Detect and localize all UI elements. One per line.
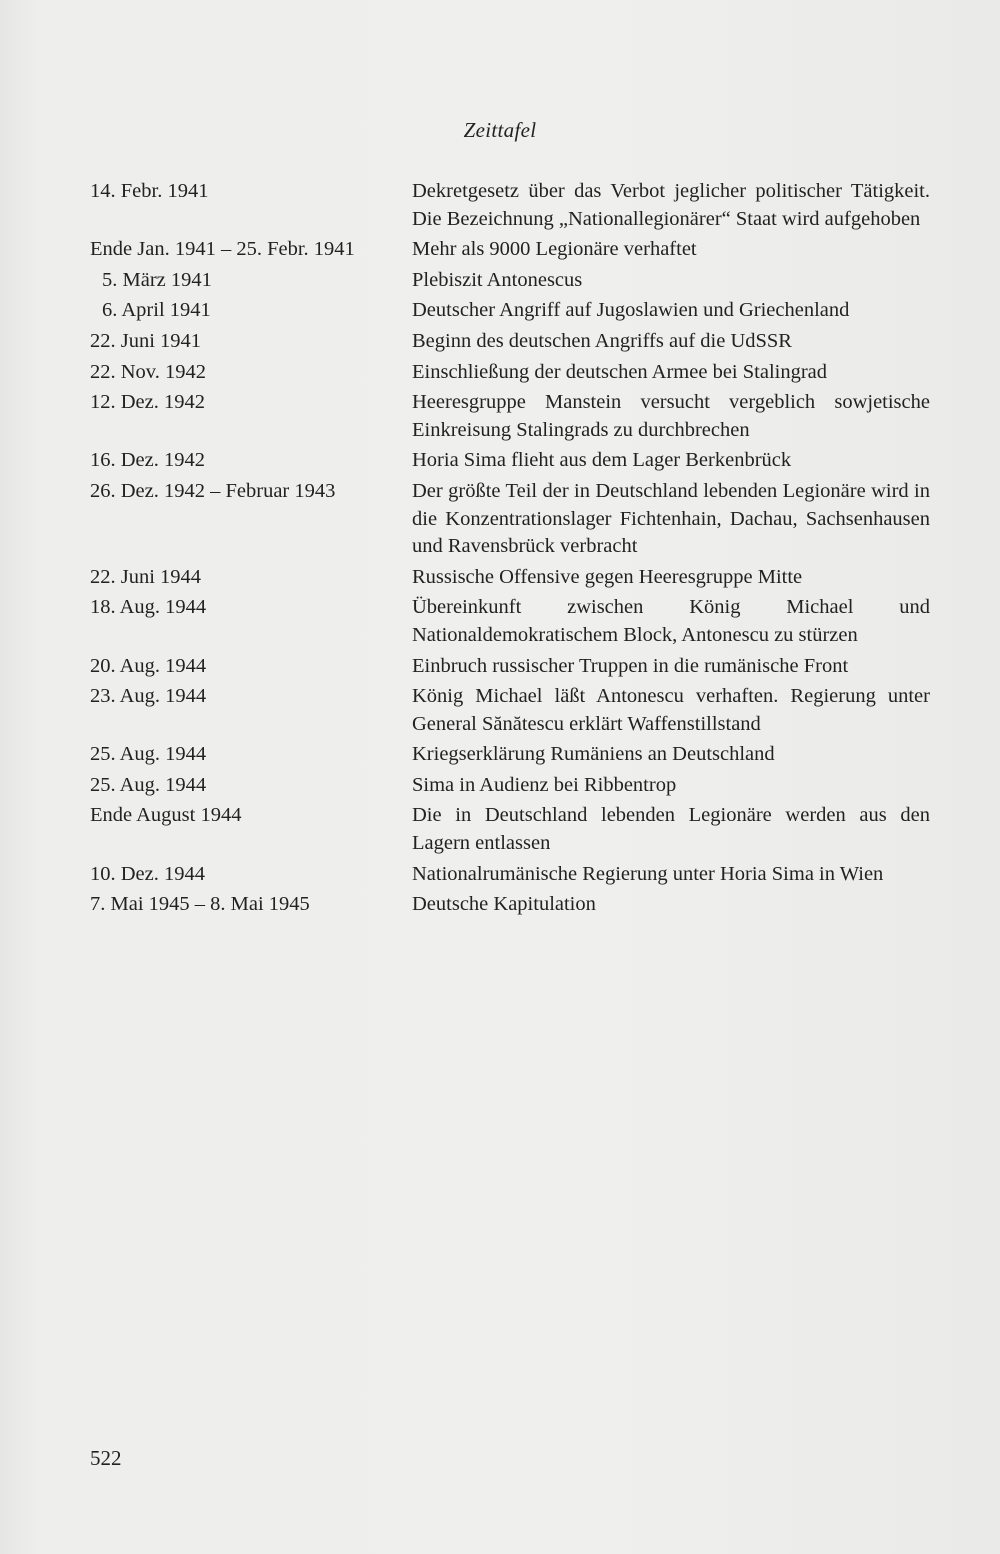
entry-event: Übereinkunft zwischen König Michael und Nationaldemokratischem Block, Antonescu zu stürzen — [412, 596, 930, 646]
entry-date: 26. Dez. 1942 – Februar 1943 — [90, 479, 336, 502]
chronology-entry — [90, 802, 930, 857]
entry-date: 23. Aug. 1944 — [90, 685, 207, 708]
page-number: 522 — [90, 1446, 122, 1470]
chronology-entry — [90, 447, 930, 475]
entry-event: Deutscher Angriff auf Jugoslawien und Griechenland — [412, 299, 850, 322]
entry-date: 16. Dez. 1942 — [90, 449, 206, 472]
chronology-entry — [90, 178, 930, 233]
entry-event: Einbruch russischer Truppen in die rumänische Front — [412, 654, 849, 677]
entry-event: Nationalrumänische Regierung unter Horia Sima in Wien — [412, 862, 884, 885]
entry-date: 18. Aug. 1944 — [90, 596, 207, 619]
entry-date: 10. Dez. 1944 — [90, 862, 206, 885]
entry-event: Einschließung der deutschen Armee bei Stalingrad — [412, 360, 828, 383]
chronology-entry — [90, 564, 930, 592]
chronology-entry — [90, 328, 930, 356]
entry-event: Plebiszit Antonescus — [412, 268, 583, 291]
entry-date: 6. April 1941 — [102, 299, 211, 322]
entry-event: König Michael läßt Antonescu verhaften. Regierung unter General Sănătescu erklärt Waffenstillstand — [412, 685, 930, 735]
chronology-entry — [90, 359, 930, 387]
entry-event: Deutsche Kapitulation — [412, 893, 596, 916]
chronology-entry — [90, 236, 930, 264]
entry-date: 22. Juni 1941 — [90, 329, 202, 352]
entry-date: 20. Aug. 1944 — [90, 654, 207, 677]
chronology-entry — [90, 267, 930, 295]
chronology-entry — [90, 683, 930, 738]
entry-event: Der größte Teil der in Deutschland lebenden Legionäre wird in die Konzentrationslager Fichtenhain, Dachau, Sachsenhausen und Ravensbrück verbracht — [412, 479, 930, 558]
entry-date: 5. März 1941 — [102, 268, 212, 291]
chronology-table — [90, 178, 930, 922]
chronology-entry — [90, 653, 930, 681]
entry-event: Beginn des deutschen Angriffs auf die UdSSR — [412, 329, 792, 352]
entry-event: Horia Sima flieht aus dem Lager Berkenbrück — [412, 449, 792, 472]
chronology-entry — [90, 741, 930, 769]
entry-event: Sima in Audienz bei Ribbentrop — [412, 773, 677, 796]
entry-event: Russische Offensive gegen Heeresgruppe Mitte — [412, 565, 803, 588]
chronology-entry — [90, 772, 930, 800]
chronology-entry — [90, 389, 930, 444]
entry-date: 25. Aug. 1944 — [90, 773, 207, 796]
chronology-entry — [90, 891, 930, 919]
chronology-entry — [90, 297, 930, 325]
entry-event: Mehr als 9000 Legionäre verhaftet — [412, 238, 697, 261]
entry-date: 22. Nov. 1942 — [90, 360, 206, 383]
entry-event: Die in Deutschland lebenden Legionäre werden aus den Lagern entlassen — [412, 804, 930, 855]
chronology-entry — [90, 861, 930, 889]
entry-date: 12. Dez. 1942 — [90, 391, 206, 414]
entry-date: Ende Jan. 1941 – 25. Febr. 1941 — [90, 238, 355, 261]
entry-date: 25. Aug. 1944 — [90, 743, 207, 766]
entry-date: Ende August 1944 — [90, 804, 242, 827]
running-header: Zeittafel — [463, 118, 537, 142]
entry-date: 22. Juni 1944 — [90, 565, 202, 588]
entry-event: Heeresgruppe Manstein versucht vergeblich sowjetische Einkreisung Stalingrads zu durchbrechen — [412, 391, 930, 441]
entry-event: Kriegserklärung Rumäniens an Deutschland — [412, 743, 775, 766]
entry-date: 7. Mai 1945 – 8. Mai 1945 — [90, 893, 310, 916]
entry-date: 14. Febr. 1941 — [90, 180, 209, 202]
entry-event: Dekretgesetz über das Verbot jeglicher politischer Tätigkeit. Die Bezeichnung „Nationallegionärer“ Staat wird aufgehoben — [412, 180, 930, 230]
chronology-entry — [90, 478, 930, 561]
chronology-entry — [90, 594, 930, 649]
